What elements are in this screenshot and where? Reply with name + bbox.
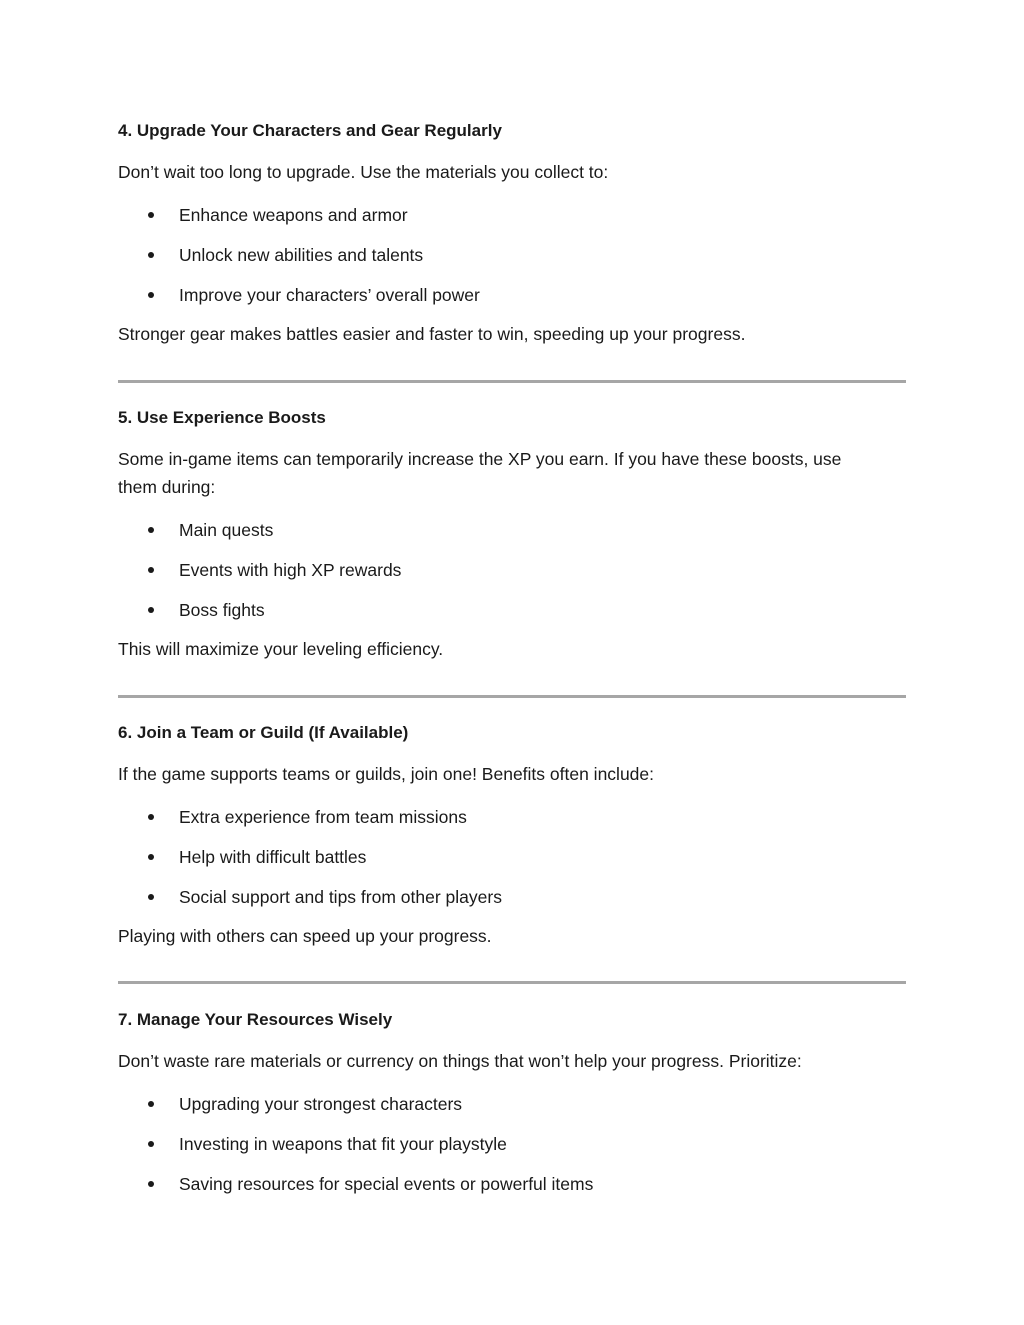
list-item [118, 599, 906, 639]
section-divider [118, 981, 906, 984]
bullet-icon [148, 292, 154, 298]
list-item [118, 846, 906, 886]
list-item [118, 244, 906, 284]
list-item [118, 886, 906, 926]
section-divider [118, 380, 906, 383]
list-item [118, 1173, 906, 1213]
list-item-text: Extra experience from team missions [179, 807, 467, 827]
section-6 [118, 722, 906, 946]
bullet-icon [148, 1141, 154, 1147]
list-item-text: Improve your characters’ overall power [179, 285, 480, 305]
list-item [118, 1133, 906, 1173]
section-intro: Some in-game items can temporarily increase the XP you earn. If you have these boosts, use them during: [118, 449, 842, 497]
bullet-icon [148, 814, 154, 820]
bullet-icon [148, 527, 154, 533]
section-outro: Playing with others can speed up your progress. [118, 926, 492, 946]
list-item [118, 284, 906, 324]
list-item [118, 806, 906, 846]
section-intro: Don’t waste rare materials or currency on things that won’t help your progress. Prioritize: [118, 1051, 802, 1071]
section-7 [118, 1009, 906, 1194]
list-item-text: Enhance weapons and armor [179, 205, 408, 225]
bullet-icon [148, 252, 154, 258]
list-item-text: Investing in weapons that fit your playstyle [179, 1134, 507, 1154]
list-item-text: Saving resources for special events or powerful items [179, 1174, 594, 1194]
section-divider [118, 695, 906, 698]
bullet-icon [148, 567, 154, 573]
bullet-icon [148, 607, 154, 613]
list-item-text: Social support and tips from other players [179, 887, 502, 907]
list-item-text: Upgrading your strongest characters [179, 1094, 463, 1114]
list-item-text: Help with difficult battles [179, 847, 367, 867]
section-intro: If the game supports teams or guilds, join one! Benefits often include: [118, 764, 655, 784]
bullet-icon [148, 894, 154, 900]
list-item-text: Boss fights [179, 600, 265, 620]
list-item-text: Unlock new abilities and talents [179, 245, 424, 265]
bullet-icon [148, 1181, 154, 1187]
section-5 [118, 407, 906, 659]
bullet-icon [148, 212, 154, 218]
section-heading: 5. Use Experience Boosts [118, 408, 326, 427]
section-outro: This will maximize your leveling efficiency. [118, 639, 444, 659]
section-4 [118, 120, 906, 344]
section-intro: Don’t wait too long to upgrade. Use the materials you collect to: [118, 162, 609, 182]
bullet-list [118, 1093, 906, 1213]
list-item [118, 204, 906, 244]
bullet-icon [148, 854, 154, 860]
section-heading: 4. Upgrade Your Characters and Gear Regularly [118, 121, 502, 140]
section-heading: 6. Join a Team or Guild (If Available) [118, 723, 409, 742]
bullet-list [118, 519, 906, 639]
bullet-list [118, 806, 906, 926]
bullet-icon [148, 1101, 154, 1107]
list-item [118, 519, 906, 559]
bullet-list [118, 204, 906, 324]
list-item [118, 1093, 906, 1133]
list-item-text: Main quests [179, 520, 274, 540]
section-heading: 7. Manage Your Resources Wisely [118, 1010, 393, 1029]
section-outro: Stronger gear makes battles easier and faster to win, speeding up your progress. [118, 324, 746, 344]
list-item [118, 559, 906, 599]
list-item-text: Events with high XP rewards [179, 560, 402, 580]
